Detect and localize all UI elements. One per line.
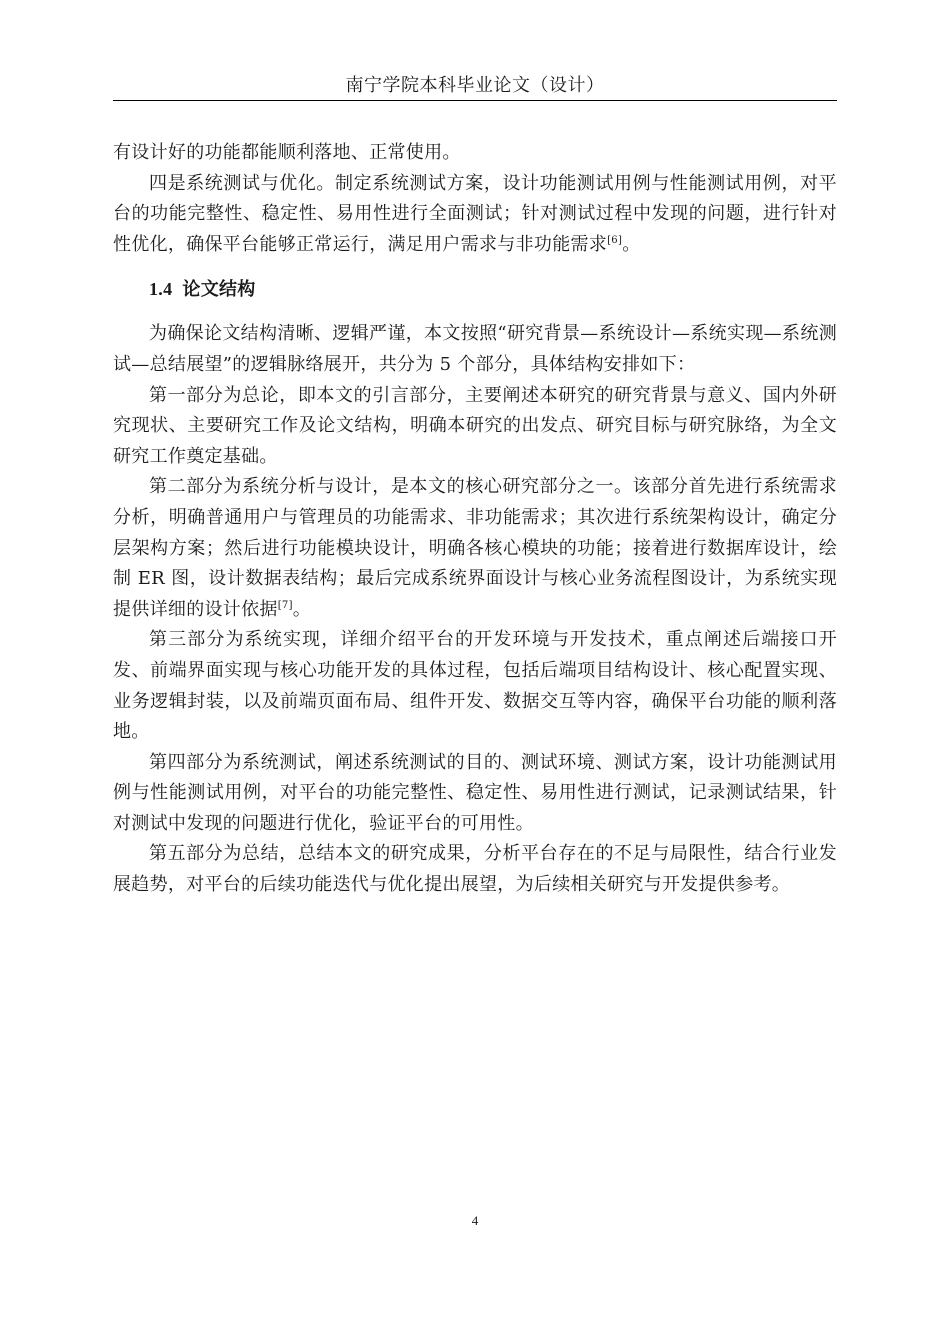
- paragraph-part-four: 第四部分为系统测试，阐述系统测试的目的、测试环境、测试方案，设计功能测试用例与性能测试用例，对平台的功能完整性、稳定性、易用性进行测试，记录测试结果，针对测试中发现的问题进行优化，验证平台的可用性。: [113, 751, 837, 834]
- paragraph-part-one: 第一部分为总论，即本文的引言部分，主要阐述本研究的研究背景与意义、国内外研究现状、主要研究工作及论文结构，明确本研究的出发点、研究目标与研究脉络，为全文研究工作奠定基础。: [113, 384, 837, 467]
- paragraph-end: 。: [292, 598, 312, 620]
- page-number: 4: [471, 1213, 479, 1228]
- paragraph-structure-intro: 为确保论文结构清晰、逻辑严谨，本文按照“研究背景—系统设计—系统实现—系统测试—总结展望”的逻辑脉络展开，共分为 5 个部分，具体结构安排如下：: [113, 323, 837, 375]
- paragraph-text: 第二部分为系统分析与设计，是本文的核心研究部分之一。该部分首先进行系统需求分析，明确普通用户与管理员的功能需求、非功能需求；其次进行系统架构设计，确定分层架构方案；然后进行功能模块设计，明确各核心模块的功能；接着进行数据库设计，绘制 ER 图，设计数据表结构；最后完成系统界面设计与核心业务流程图设计，为系统实现提供详细的设计依据: [113, 476, 837, 620]
- paragraph-testing-optimization: [113, 169, 837, 261]
- paragraph-part-three: 第三部分为系统实现，详细介绍平台的开发环境与开发技术，重点阐述后端接口开发、前端界面实现与核心功能开发的具体过程，包括后端项目结构设计、核心配置实现、业务逻辑封装，以及前端页面布局、组件开发、数据交互等内容，确保平台功能的顺利落地。: [113, 629, 837, 743]
- citation-ref: [7]: [277, 599, 293, 611]
- page-content: [113, 138, 837, 901]
- section-title: 论文结构: [182, 279, 256, 301]
- paragraph-text: 四是系统测试与优化。制定系统测试方案，设计功能测试用例与性能测试用例，对平台的功能完整性、稳定性、易用性进行全面测试；针对测试过程中发现的问题，进行针对性优化，确保平台能够正常运行，满足用户需求与非功能需求: [113, 172, 837, 255]
- running-header: 南宁学院本科毕业论文（设计）: [345, 75, 605, 96]
- citation-ref: [6]: [607, 234, 623, 246]
- section-number: 1.4: [149, 279, 173, 300]
- header-rule: [113, 100, 837, 101]
- paragraph-part-five: 第五部分为总结，总结本文的研究成果，分析平台存在的不足与局限性，结合行业发展趋势，对平台的后续功能迭代与优化提出展望，为后续相关研究与开发提供参考。: [113, 843, 837, 896]
- paragraph-continuation: 有设计好的功能都能顺利落地、正常使用。: [113, 142, 461, 163]
- paragraph-part-two: [113, 472, 837, 625]
- section-heading: [113, 274, 837, 305]
- paragraph-end: 。: [622, 233, 641, 255]
